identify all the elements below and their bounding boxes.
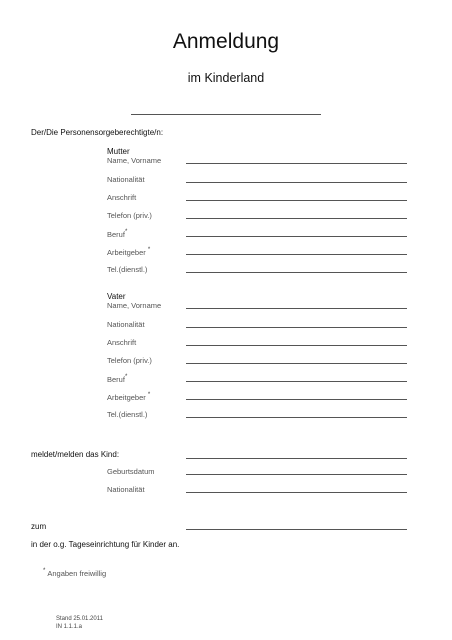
father-name-field[interactable]: [186, 308, 407, 309]
optional-asterisk: *: [124, 374, 128, 380]
child-name-field[interactable]: [186, 458, 407, 459]
footnote: * Angaben freiwillig: [43, 568, 107, 578]
optional-asterisk: *: [124, 229, 128, 235]
father-name-label: Name, Vorname: [107, 301, 162, 310]
father-phone-label: Telefon (priv.): [107, 356, 152, 365]
mother-name-label: Name, Vorname: [107, 156, 162, 165]
mother-work-phone-field[interactable]: [186, 272, 407, 273]
optional-asterisk: *: [147, 247, 151, 253]
mother-phone-label: Telefon (priv.): [107, 211, 152, 220]
form-subtitle: im Kinderland: [187, 71, 265, 85]
start-date-field[interactable]: [186, 529, 407, 530]
father-employer-label: Arbeitgeber *: [107, 392, 151, 402]
stamp-code: IN 1.1.1.a: [56, 624, 83, 630]
mother-address-field[interactable]: [186, 200, 407, 201]
footnote-asterisk: *: [43, 568, 46, 574]
mother-nationality-field[interactable]: [186, 182, 407, 183]
father-address-label: Anschrift: [107, 338, 137, 347]
mother-address-label: Anschrift: [107, 193, 137, 202]
father-phone-field[interactable]: [186, 363, 407, 364]
father-nationality-label: Nationalität: [107, 320, 145, 329]
father-work-phone-field[interactable]: [186, 417, 407, 418]
child-birthdate-label: Geburtsdatum: [107, 467, 155, 476]
mother-heading: Mutter: [107, 147, 130, 156]
father-job-label: Beruf*: [107, 374, 128, 384]
mother-nationality-label: Nationalität: [107, 175, 145, 184]
zum-label: zum: [31, 522, 47, 531]
father-job-field[interactable]: [186, 381, 407, 382]
father-nationality-field[interactable]: [186, 327, 407, 328]
signature-line: [131, 114, 321, 115]
guardians-heading: Der/Die Personensorgeberechtigte/n:: [31, 128, 164, 137]
mother-job-field[interactable]: [186, 236, 407, 237]
father-address-field[interactable]: [186, 345, 407, 346]
child-birthdate-field[interactable]: [186, 474, 407, 475]
father-work-phone-label: Tel.(dienstl.): [107, 410, 148, 419]
mother-work-phone-label: Tel.(dienstl.): [107, 265, 148, 274]
child-heading: meldet/melden das Kind:: [31, 450, 120, 459]
mother-job-label: Beruf*: [107, 229, 128, 239]
stamp-date: Stand 25.01.2011: [56, 616, 103, 622]
facility-text: in der o.g. Tageseinrichtung für Kinder an.: [31, 540, 180, 549]
mother-employer-field[interactable]: [186, 254, 407, 255]
mother-employer-label: Arbeitgeber *: [107, 247, 151, 257]
optional-asterisk: *: [147, 392, 151, 398]
child-nationality-label: Nationalität: [107, 485, 145, 494]
father-employer-field[interactable]: [186, 399, 407, 400]
father-heading: Vater: [107, 292, 126, 301]
child-nationality-field[interactable]: [186, 492, 407, 493]
mother-name-field[interactable]: [186, 163, 407, 164]
mother-phone-field[interactable]: [186, 218, 407, 219]
form-title: Anmeldung: [172, 30, 280, 53]
